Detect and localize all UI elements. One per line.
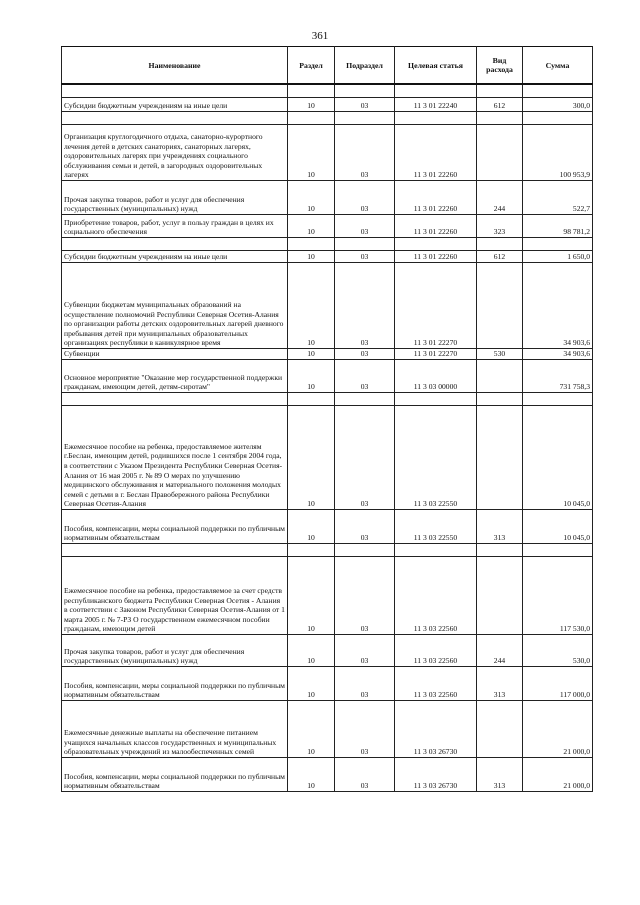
header-target: Целевая статья (395, 47, 477, 85)
row-subsection: 03 (335, 263, 395, 349)
row-subsection: 03 (335, 635, 395, 667)
row-type: 530 (477, 349, 523, 360)
table-row (62, 349, 593, 360)
row-type: 323 (477, 215, 523, 238)
table-row (62, 406, 593, 510)
row-name: Прочая закупка товаров, работ и услуг для обеспечения государственных (муниципальных) нужд (62, 635, 288, 667)
table-row (62, 98, 593, 112)
table-row (62, 181, 593, 215)
row-section: 10 (288, 557, 335, 635)
row-name: Пособия, компенсации, меры социальной поддержки по публичным нормативным обязательствам (62, 667, 288, 701)
header-sum: Сумма (523, 47, 593, 85)
row-type (477, 263, 523, 349)
row-name: Приобретение товаров, работ, услуг в пользу граждан в целях их социального обеспечения (62, 215, 288, 238)
spacer-row (62, 84, 593, 98)
row-target: 11 3 01 22260 (395, 125, 477, 181)
row-name: Пособия, компенсации, меры социальной поддержки по публичным нормативным обязательствам (62, 510, 288, 544)
row-type (477, 701, 523, 758)
table-row (62, 251, 593, 263)
table-row (62, 635, 593, 667)
row-sum: 731 758,3 (523, 360, 593, 393)
row-section: 10 (288, 125, 335, 181)
row-type (477, 360, 523, 393)
row-section: 10 (288, 758, 335, 792)
spacer-row (62, 393, 593, 406)
row-section: 10 (288, 635, 335, 667)
spacer-row (62, 238, 593, 251)
row-subsection: 03 (335, 181, 395, 215)
row-type: 313 (477, 667, 523, 701)
table-row (62, 758, 593, 792)
row-sum: 117 530,0 (523, 557, 593, 635)
row-type: 612 (477, 251, 523, 263)
row-section: 10 (288, 406, 335, 510)
row-target: 11 3 01 22240 (395, 98, 477, 112)
row-name: Субвенции бюджетам муниципальных образований на осуществление полномочий Республики Северная Осетия-Алания по организации работы детских оздоровительных лагерей дневного пребывания детей при муниципальных образовательных организациях республики в каникулярное время (62, 263, 288, 349)
row-type: 244 (477, 181, 523, 215)
row-subsection: 03 (335, 125, 395, 181)
table-row (62, 557, 593, 635)
row-type (477, 406, 523, 510)
row-sum: 10 045,0 (523, 510, 593, 544)
row-name: Субвенции (62, 349, 288, 360)
row-sum: 300,0 (523, 98, 593, 112)
row-sum: 117 000,0 (523, 667, 593, 701)
row-section: 10 (288, 360, 335, 393)
row-name: Организация круглогодичного отдыха, санаторно-курортного лечения детей в детских санаториях, санаторных лагерях, оздоровительных лагерях при учреждениях социального обслуживания семьи и детей, в загородных оздоровительных лагерях (62, 125, 288, 181)
table-row (62, 215, 593, 238)
row-target: 11 3 01 22260 (395, 251, 477, 263)
row-type: 612 (477, 98, 523, 112)
row-subsection: 03 (335, 251, 395, 263)
row-sum: 530,0 (523, 635, 593, 667)
row-subsection: 03 (335, 701, 395, 758)
table-row (62, 125, 593, 181)
row-name: Субсидии бюджетным учреждениям на иные цели (62, 251, 288, 263)
row-target: 11 3 01 22270 (395, 263, 477, 349)
row-target: 11 3 03 22560 (395, 557, 477, 635)
row-subsection: 03 (335, 557, 395, 635)
row-type (477, 125, 523, 181)
row-subsection: 03 (335, 758, 395, 792)
row-target: 11 3 01 22260 (395, 181, 477, 215)
row-subsection: 03 (335, 215, 395, 238)
row-type: 313 (477, 758, 523, 792)
table-row (62, 701, 593, 758)
row-sum: 34 903,6 (523, 349, 593, 360)
row-sum: 10 045,0 (523, 406, 593, 510)
page-number: 361 (311, 30, 329, 42)
row-sum: 98 781,2 (523, 215, 593, 238)
row-type: 313 (477, 510, 523, 544)
row-section: 10 (288, 263, 335, 349)
row-section: 10 (288, 701, 335, 758)
row-sum: 34 903,6 (523, 263, 593, 349)
table-row (62, 360, 593, 393)
budget-table (61, 46, 593, 792)
row-target: 11 3 03 22550 (395, 406, 477, 510)
table-row (62, 510, 593, 544)
row-subsection: 03 (335, 360, 395, 393)
row-sum: 21 000,0 (523, 758, 593, 792)
row-name: Ежемесячное пособие на ребенка, предоставляемое за счет средств республиканского бюджета Республики Северная Осетия - Алания в соответствии с Законом Республики Северная Осетия-Алания от 1 марта 2005 г. № 7-РЗ О государственном ежемесячном пособии гражданам, имеющим детей (62, 557, 288, 635)
row-section: 10 (288, 667, 335, 701)
row-name: Субсидии бюджетным учреждениям на иные цели (62, 98, 288, 112)
row-sum: 21 000,0 (523, 701, 593, 758)
row-sum: 522,7 (523, 181, 593, 215)
table-row (62, 263, 593, 349)
header-name: Наименование (62, 47, 288, 85)
row-target: 11 3 03 26730 (395, 758, 477, 792)
row-name: Ежемесячное пособие на ребенка, предоставляемое жителям г.Беслан, имеющим детей, родившихся после 1 сентября 2004 года, в соответствии с Указом Президента Республики Северная Осетия-Алания от 16 мая 2005 г. № 89 О мерах по улучшению медицинского обслуживания и материального положения молодых семей с детьми в г. Беслан Правобережного района Республики Северная Осетия-Алания (62, 406, 288, 510)
row-section: 10 (288, 251, 335, 263)
row-sum: 1 650,0 (523, 251, 593, 263)
header-subsection: Подраздел (335, 47, 395, 85)
row-type: 244 (477, 635, 523, 667)
row-target: 11 3 03 22560 (395, 667, 477, 701)
spacer-row (62, 112, 593, 125)
row-section: 10 (288, 181, 335, 215)
table-row (62, 667, 593, 701)
row-sum: 100 953,9 (523, 125, 593, 181)
row-name: Пособия, компенсации, меры социальной поддержки по публичным нормативным обязательствам (62, 758, 288, 792)
row-section: 10 (288, 215, 335, 238)
row-subsection: 03 (335, 667, 395, 701)
row-section: 10 (288, 510, 335, 544)
header-type: Вид расхода (477, 47, 523, 85)
row-subsection: 03 (335, 510, 395, 544)
header-section: Раздел (288, 47, 335, 85)
row-target: 11 3 03 26730 (395, 701, 477, 758)
row-subsection: 03 (335, 406, 395, 510)
row-subsection: 03 (335, 98, 395, 112)
row-name: Прочая закупка товаров, работ и услуг для обеспечения государственных (муниципальных) нужд (62, 181, 288, 215)
row-target: 11 3 03 22560 (395, 635, 477, 667)
spacer-row (62, 544, 593, 557)
row-type (477, 557, 523, 635)
row-name: Ежемесячные денежные выплаты на обеспечение питанием учащихся начальных классов государственных и муниципальных образовательных учреждений из малообеспеченных семей (62, 701, 288, 758)
row-section: 10 (288, 98, 335, 112)
table-header-row (62, 47, 593, 85)
row-section: 10 (288, 349, 335, 360)
row-target: 11 3 01 22270 (395, 349, 477, 360)
row-target: 11 3 03 00000 (395, 360, 477, 393)
row-target: 11 3 01 22260 (395, 215, 477, 238)
row-name: Основное мероприятие "Оказание мер государственной поддержки гражданам, имеющим детей, детям-сиротам" (62, 360, 288, 393)
row-subsection: 03 (335, 349, 395, 360)
row-target: 11 3 03 22550 (395, 510, 477, 544)
